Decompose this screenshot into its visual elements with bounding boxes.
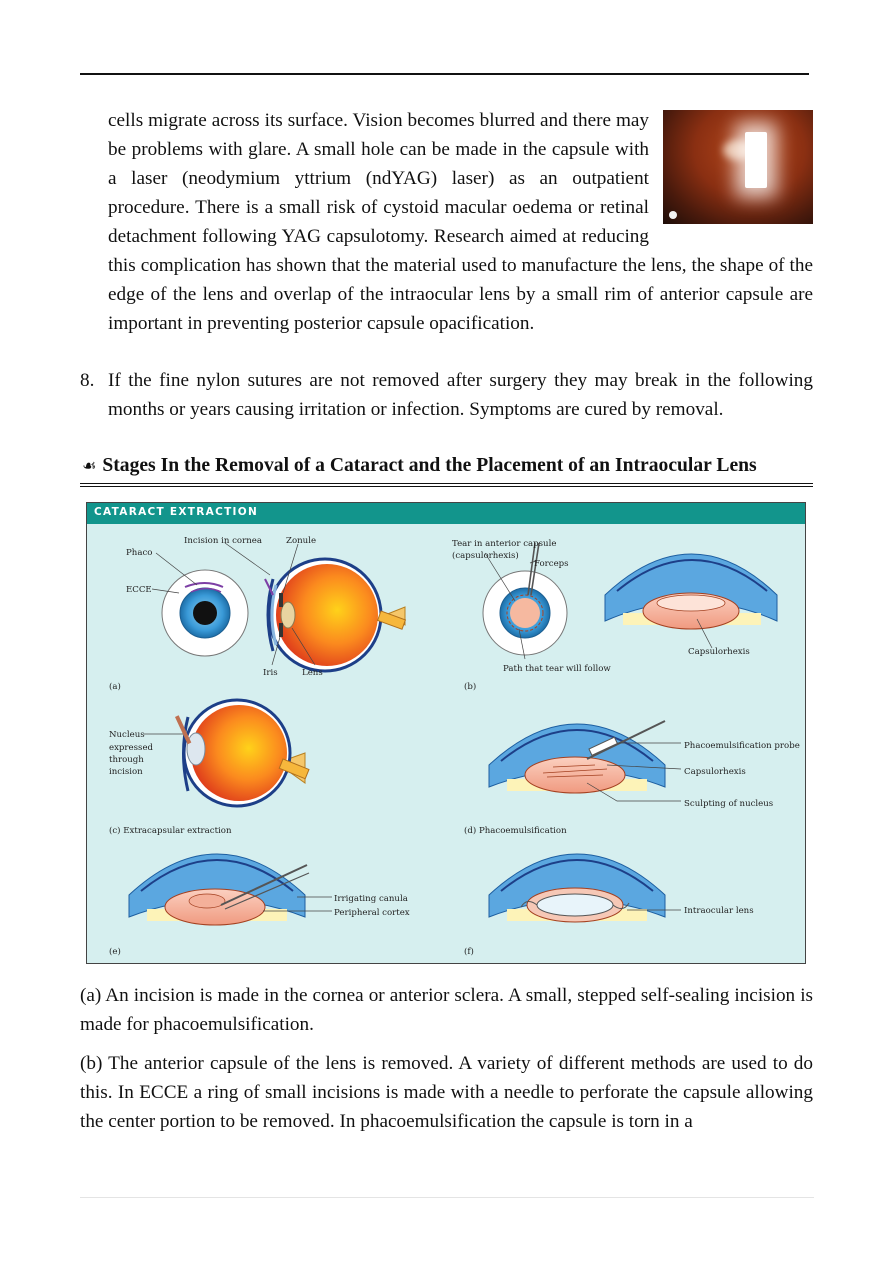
label-nucleus-4: incision [109, 767, 143, 777]
header-rule [80, 73, 809, 75]
caption-a: (a) An incision is made in the cornea or anterior sclera. A small, stepped self-sealing incision is made for phacoemulsification. [80, 985, 813, 1035]
panel-d-section-eye [489, 721, 665, 793]
panel-a-side-eye [265, 559, 405, 671]
label-probe: Phacoemulsification probe [684, 741, 800, 751]
label-phaco: Phaco [126, 548, 153, 558]
label-panel-e: (e) [109, 947, 121, 957]
continuation-text: cells migrate across its surface. Vision becomes blurred and there may be problems with glare. A small hole can be made in the capsule with a laser (neodymium yttrium (ndYAG) laser) as an outpatient procedure. There is a small risk of cystoid macular oedema or retinal detachment following YAG capsulotomy. Research aimed at reducing this complication has shown that the material used to manufacture the lens, the shape of the edge of the lens and overlap of the intraocular lens by a small rim of anterior capsule are important in preventing posterior capsule opacification. [108, 110, 813, 334]
label-tear-line1: Tear in anterior capsule [452, 539, 557, 549]
panel-e-section-eye [129, 854, 309, 925]
label-sculpting: Sculpting of nucleus [684, 799, 774, 809]
panel-a-front-eye [162, 570, 248, 656]
list-item-text: If the fine nylon sutures are not removed after surgery they may break in the following months or years causing irritation or infection. Symptoms are cured by removal. [108, 370, 813, 420]
panel-c-eye [175, 700, 309, 806]
label-capsulorhexis-d: Capsulorhexis [684, 767, 746, 777]
label-nucleus-3: through [109, 755, 144, 765]
label-irrigating: Irrigating canula [334, 894, 408, 904]
figure-illustration [87, 503, 805, 963]
label-panel-c: (c) Extracapsular extraction [109, 826, 232, 836]
cataract-extraction-figure [86, 502, 806, 964]
section-heading-text: Stages In the Removal of a Cataract and the Placement of an Intraocular Lens [102, 455, 757, 476]
label-iol: Intraocular lens [684, 906, 754, 916]
posterior-capsule-photo [663, 110, 813, 224]
panel-f-section-eye [489, 854, 665, 922]
label-forceps: Forceps [534, 559, 569, 569]
label-tear-line2: (capsulorhexis) [452, 551, 519, 561]
label-capsulorhexis-b: Capsulorhexis [688, 647, 750, 657]
label-panel-a: (a) [109, 682, 121, 692]
label-incision-in-cornea: Incision in cornea [184, 536, 262, 546]
section-heading [82, 452, 813, 480]
list-item-8 [80, 366, 813, 424]
figure-title: CATARACT EXTRACTION [94, 506, 259, 518]
label-ecce: ECCE [126, 585, 152, 595]
label-zonule: Zonule [286, 536, 317, 546]
heading-rule-bottom [80, 486, 813, 487]
continuation-paragraph [108, 106, 813, 338]
label-panel-b: (b) [464, 682, 477, 692]
label-nucleus-2: expressed [109, 743, 154, 753]
fleuron-icon: ☙ [82, 456, 97, 475]
label-path: Path that tear will follow [503, 664, 611, 674]
footer-rule [80, 1197, 814, 1198]
label-panel-d: (d) Phacoemulsification [464, 826, 567, 836]
list-item-number: 8. [80, 370, 95, 391]
caption-b: (b) The anterior capsule of the lens is removed. A variety of different methods are used to do this. In ECCE a ring of small incisions is made with a needle to perforate the capsule allowing the center portion to be removed. In phacoemulsification the capsule is torn in a [80, 1053, 813, 1132]
label-panel-f: (f) [464, 947, 474, 957]
label-peripheral: Peripheral cortex [334, 908, 410, 918]
figure-title-bar [87, 503, 805, 524]
label-nucleus-1: Nucleus [109, 730, 145, 740]
label-lens: Lens [302, 668, 323, 678]
label-iris: Iris [263, 668, 278, 678]
heading-rule-top [80, 483, 813, 484]
panel-b-section-eye [605, 554, 777, 629]
